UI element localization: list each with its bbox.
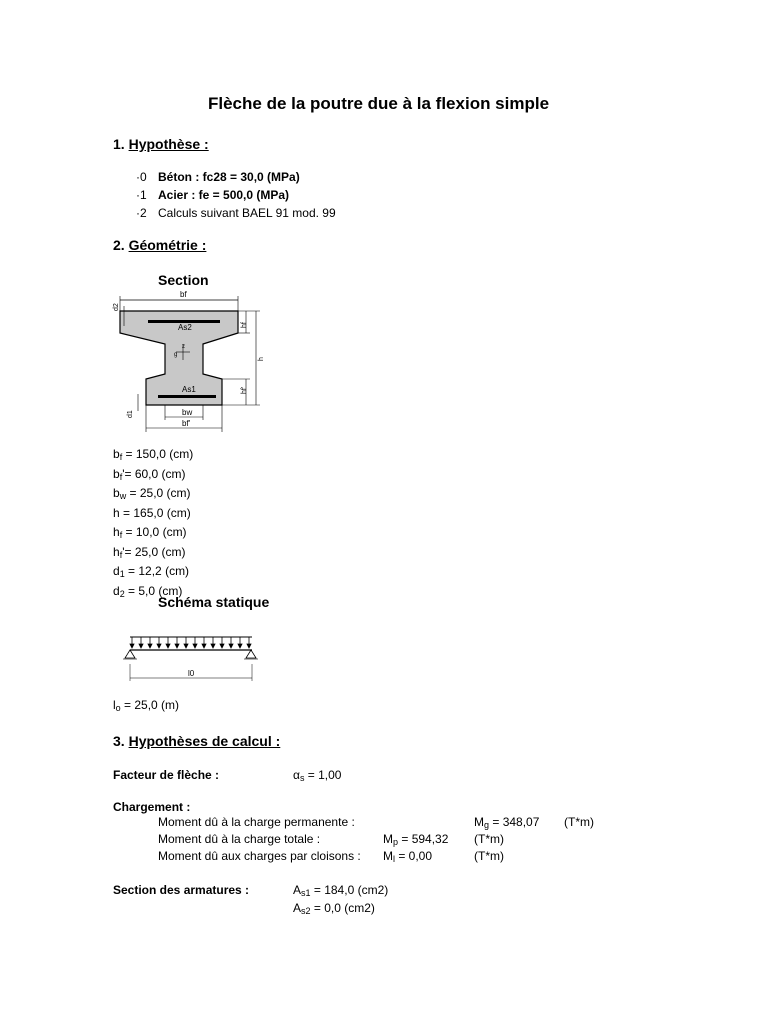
hypothesis-marker: ·0 bbox=[136, 170, 147, 184]
support-left bbox=[125, 650, 135, 658]
hypothesis-beton: Béton : fc28 = 30,0 (MPa) bbox=[158, 170, 300, 184]
geometry-h: h = 165,0 (cm) bbox=[113, 505, 191, 520]
armature-as1: $A_{s1} = 184,0$ (cm2) bbox=[293, 883, 389, 898]
load-arrow-head bbox=[166, 644, 170, 648]
load-arrow-head bbox=[193, 644, 197, 648]
section-heading-geometrie bbox=[113, 237, 206, 253]
load-arrow-head bbox=[202, 644, 206, 648]
section-label: Hypothèses de calcul : bbox=[128, 733, 281, 749]
load-arrow-head bbox=[148, 644, 152, 648]
load-arrow-head bbox=[130, 644, 134, 648]
geometry-list bbox=[113, 446, 193, 602]
moment-unit-totale: (T*m) bbox=[474, 832, 504, 846]
moment-value-totale: $M_p = 594,32$ bbox=[383, 832, 449, 847]
moment-desc-permanente: Moment dû à la charge permanente : bbox=[158, 815, 355, 829]
load-arrow-head bbox=[229, 644, 233, 648]
label-bf: bf bbox=[180, 290, 187, 299]
label-h: h bbox=[258, 357, 265, 361]
armature-as2: $A_{s2} = 0,0$ (cm2) bbox=[293, 901, 375, 916]
label-as2: As2 bbox=[178, 323, 192, 332]
label-z: z bbox=[182, 344, 185, 350]
label-bf2: bf' bbox=[182, 419, 191, 428]
facteur-value: $\alpha_s = 1,00$ bbox=[293, 768, 342, 783]
geometry-d1: $d_1 = 12,2$ (cm) bbox=[113, 564, 190, 579]
label-span: l0 bbox=[188, 669, 195, 678]
load-arrow-head bbox=[211, 644, 215, 648]
moment-desc-totale: Moment dû à la charge totale : bbox=[158, 832, 321, 846]
section-heading-calcul bbox=[113, 733, 280, 749]
hypothesis-marker: ·1 bbox=[136, 188, 147, 202]
load-arrow-head bbox=[220, 644, 224, 648]
section-label: Géométrie : bbox=[128, 237, 207, 253]
chargement-label: Chargement : bbox=[113, 800, 191, 814]
armatures-label: Section des armatures : bbox=[113, 883, 250, 897]
geometry-hf-prime: $h_f'= 25,0$ (cm) bbox=[113, 544, 186, 560]
moment-desc-cloisons: Moment dû aux charges par cloisons : bbox=[158, 849, 361, 863]
moment-unit-cloisons: (T*m) bbox=[474, 849, 504, 863]
geometry-bw: $b_w = 25,0$ (cm) bbox=[113, 486, 191, 501]
moment-value-cloisons: $M_l = 0,00$ bbox=[383, 849, 433, 864]
geometry-d2: $d_2 = 5,0$ (cm) bbox=[113, 583, 183, 599]
hypothesis-marker: ·2 bbox=[136, 206, 147, 220]
section-diagram bbox=[110, 286, 280, 436]
load-arrow-head bbox=[247, 644, 251, 648]
section-subheading: Section bbox=[158, 272, 209, 288]
geometry-bf: $b_f = 150,0$ (cm) bbox=[113, 447, 194, 462]
label-d1: d1 bbox=[127, 410, 134, 418]
label-hf: hf bbox=[241, 322, 248, 328]
support-right bbox=[246, 650, 256, 658]
section-label: Hypothèse : bbox=[128, 136, 209, 152]
load-arrow-head bbox=[184, 644, 188, 648]
geometry-bf-prime: $b_f'= 60,0$ (cm) bbox=[113, 466, 186, 482]
load-arrow-head bbox=[157, 644, 161, 648]
span-length: $l_o = 25,0$ (m) bbox=[113, 698, 180, 713]
label-hf2: hf' bbox=[241, 386, 248, 394]
hypothesis-acier: Acier : fe = 500,0 (MPa) bbox=[158, 188, 290, 202]
moment-unit-permanente: (T*m) bbox=[564, 815, 594, 829]
geometry-hf: $h_f = 10,0$ (cm) bbox=[113, 525, 187, 540]
rebar-bottom bbox=[158, 395, 216, 398]
hypothesis-calculs: Calculs suivant BAEL 91 mod. 99 bbox=[158, 206, 336, 220]
label-as1: As1 bbox=[182, 385, 196, 394]
page-title: Flèche de la poutre due à la flexion simple bbox=[208, 94, 550, 113]
section-number: 3. bbox=[113, 733, 125, 749]
moment-value-permanente: $M_g = 348,07$ bbox=[474, 815, 540, 830]
load-arrows bbox=[130, 637, 251, 648]
facteur-label: Facteur de flèche : bbox=[113, 768, 220, 782]
label-g: g bbox=[174, 352, 178, 358]
section-number: 1. bbox=[113, 136, 125, 152]
load-arrow-head bbox=[139, 644, 143, 648]
label-d2: d2 bbox=[113, 303, 120, 311]
section-heading-hypothese bbox=[113, 136, 209, 152]
load-arrow-head bbox=[175, 644, 179, 648]
load-arrow-head bbox=[238, 644, 242, 648]
label-bw: bw bbox=[182, 408, 193, 417]
schema-heading: Schéma statique bbox=[158, 594, 270, 610]
section-number: 2. bbox=[113, 237, 125, 253]
static-scheme-diagram bbox=[122, 634, 262, 684]
